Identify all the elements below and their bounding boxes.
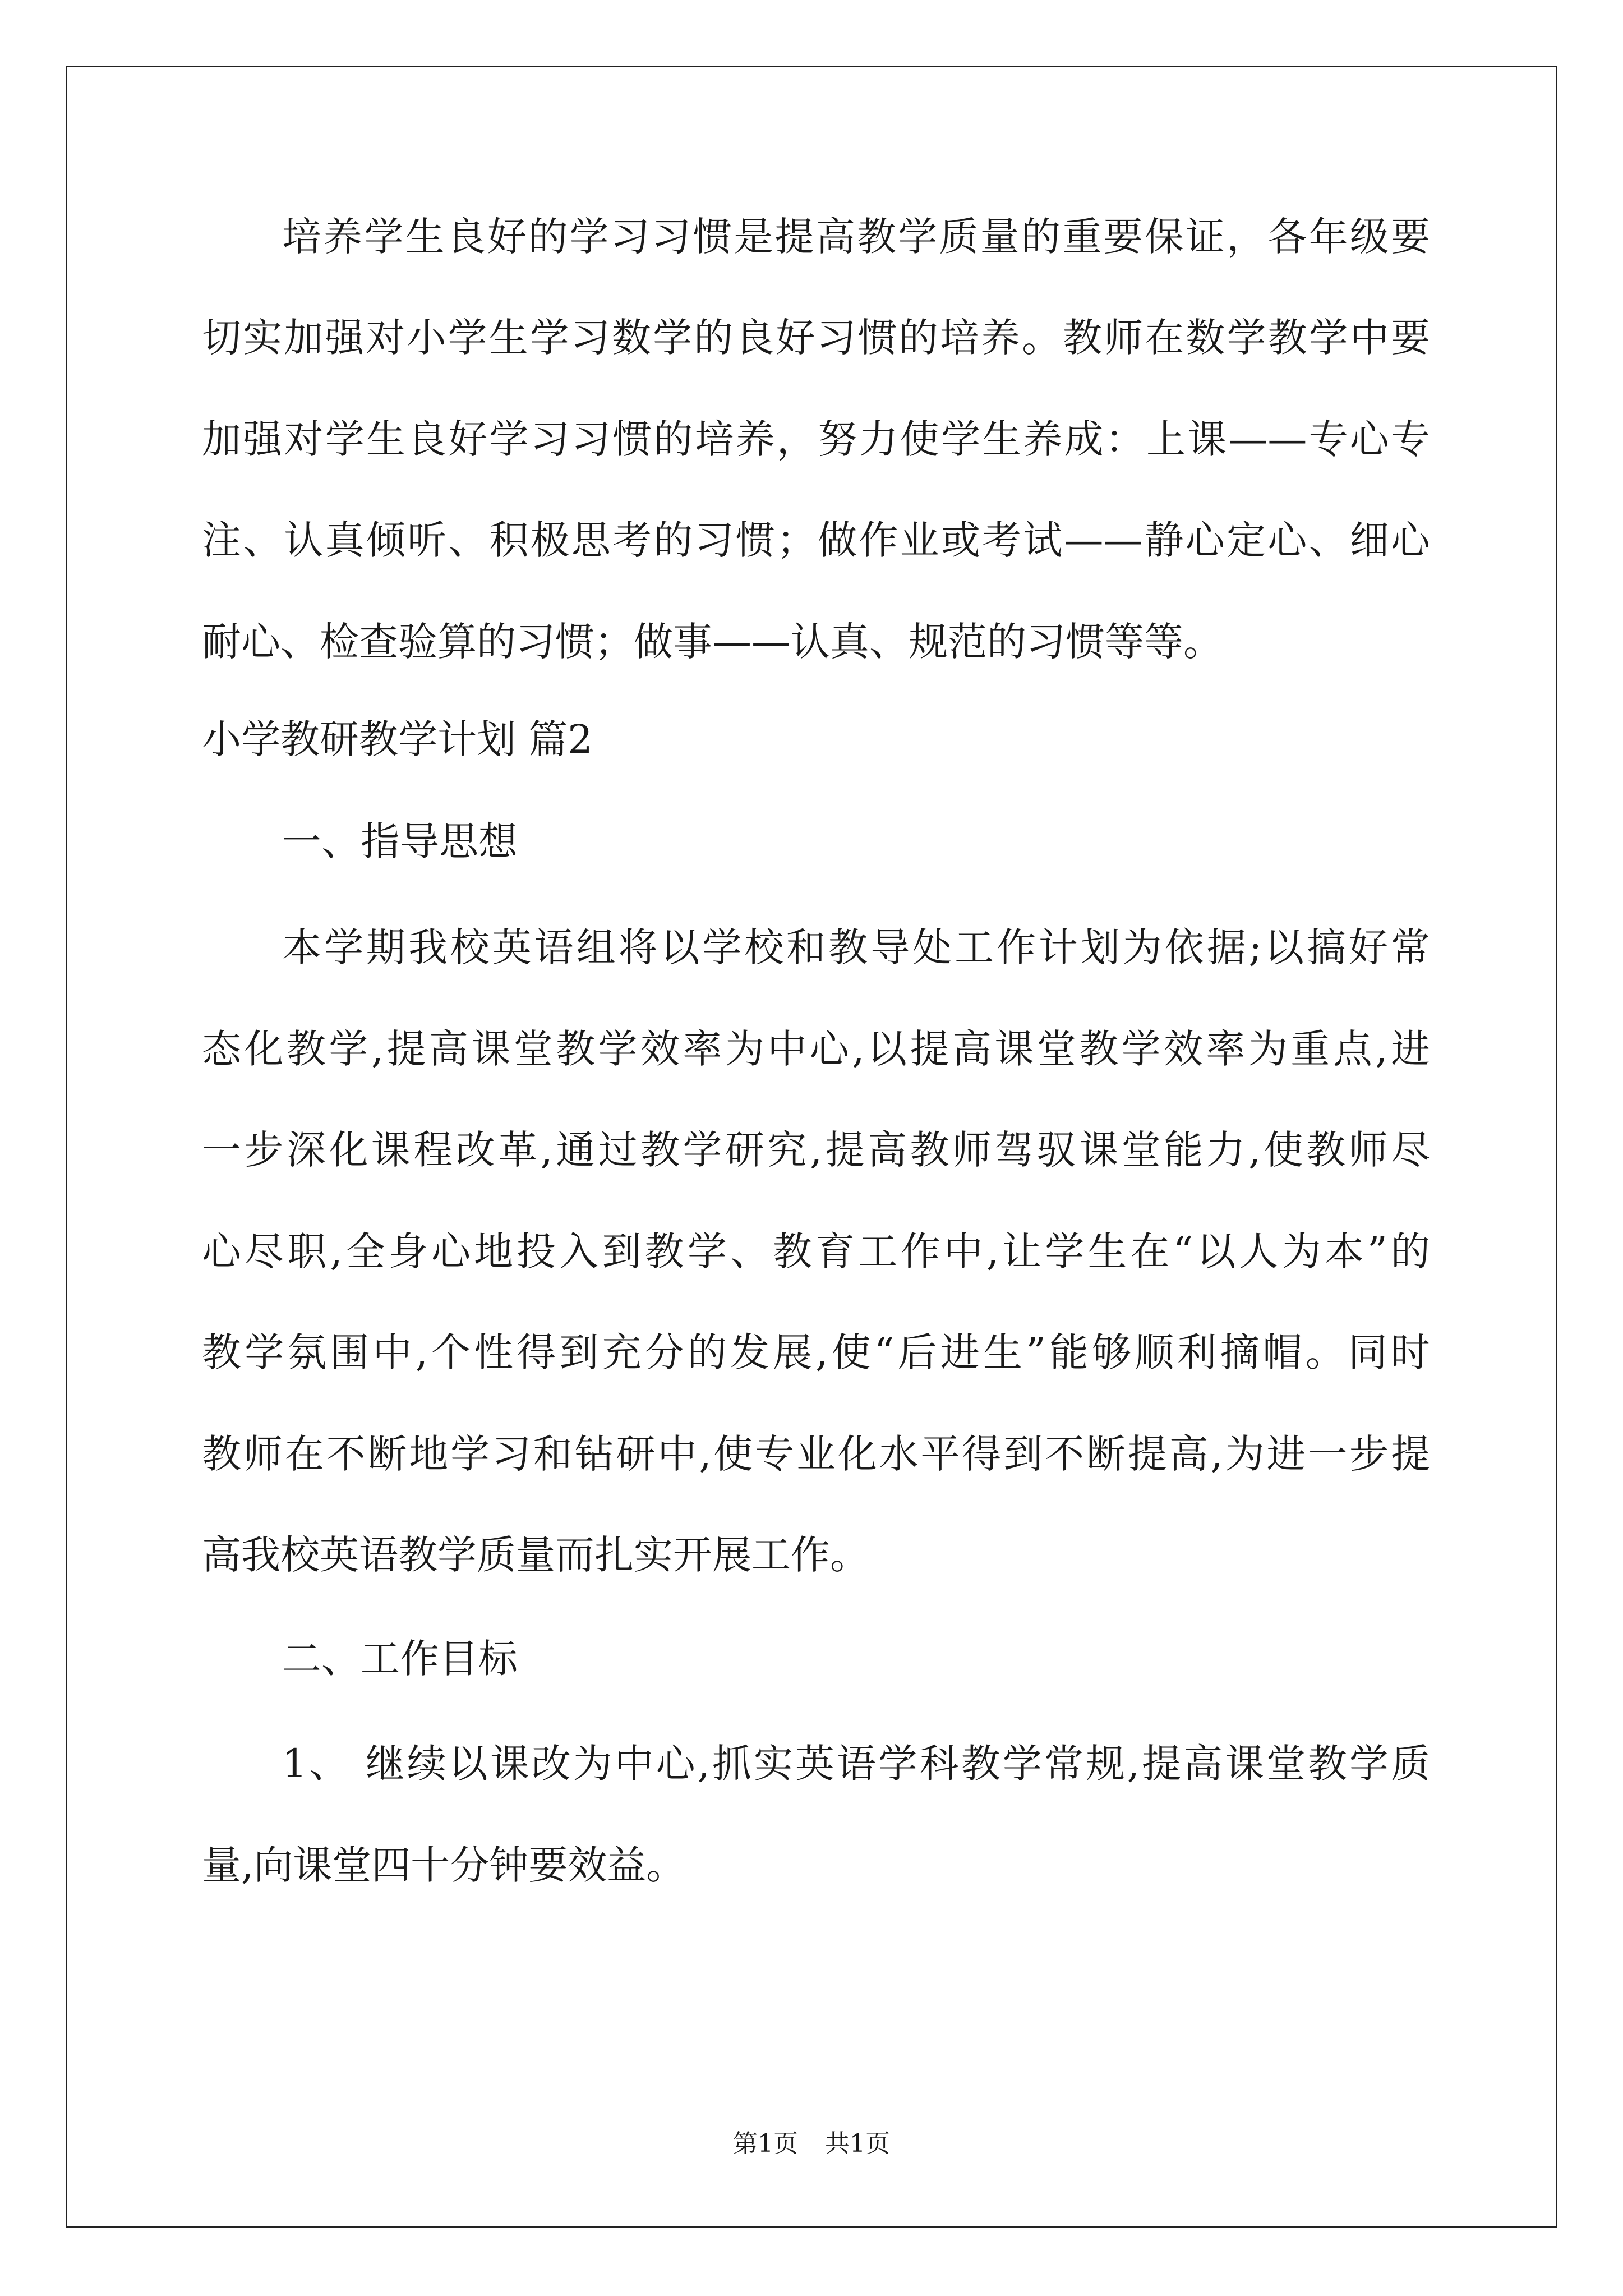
paragraph-2-line-4: 心尽职,全身心地投入到教学、教育工作中,让学生在“以人为本”的	[202, 1228, 1430, 1274]
paragraph-1-line-5: 耐心、检查验算的习惯；做事——认真、规范的习惯等等。	[202, 619, 1223, 665]
paragraph-2-line-7: 高我校英语教学质量而扎实开展工作。	[202, 1532, 869, 1578]
paragraph-2-line-2: 态化教学,提高课堂教学效率为中心,以提高课堂教学效率为重点,进	[202, 1026, 1430, 1072]
heading-guiding-thought: 一、指导思想	[282, 818, 518, 864]
paragraph-3-line-2: 量,向课堂四十分钟要效益。	[202, 1842, 686, 1888]
paragraph-2-line-5: 教学氛围中,个性得到充分的发展,使“后进生”能够顺利摘帽。同时	[202, 1329, 1430, 1375]
paragraph-2-line-3: 一步深化课程改革,通过教学研究,提高教师驾驭课堂能力,使教师尽	[202, 1127, 1430, 1173]
paragraph-1-line-3: 加强对学生良好学习习惯的培养，努力使学生养成：上课——专心专	[202, 416, 1430, 462]
page-number-total: 共1页	[825, 2129, 890, 2158]
paragraph-3-line-1: 1、 继续以课改为中心,抓实英语学科教学常规,提高课堂教学质	[282, 1741, 1430, 1787]
section-title: 小学教研教学计划 篇2	[202, 716, 593, 762]
heading-work-goals: 二、工作目标	[282, 1636, 518, 1682]
paragraph-1-line-4: 注、认真倾听、积极思考的习惯；做作业或考试——静心定心、细心	[202, 517, 1430, 563]
paragraph-2-line-6: 教师在不断地学习和钻研中,使专业化水平得到不断提高,为进一步提	[202, 1431, 1430, 1477]
paragraph-2-line-1: 本学期我校英语组将以学校和教导处工作计划为依据;以搞好常	[282, 924, 1430, 970]
page-number-current: 第1页	[733, 2129, 798, 2158]
paragraph-1-line-1: 培养学生良好的学习习惯是提高教学质量的重要保证，各年级要	[282, 214, 1430, 260]
page-footer	[0, 2127, 1623, 2161]
paragraph-1-line-2: 切实加强对小学生学习数学的良好习惯的培养。教师在数学教学中要	[202, 315, 1430, 361]
